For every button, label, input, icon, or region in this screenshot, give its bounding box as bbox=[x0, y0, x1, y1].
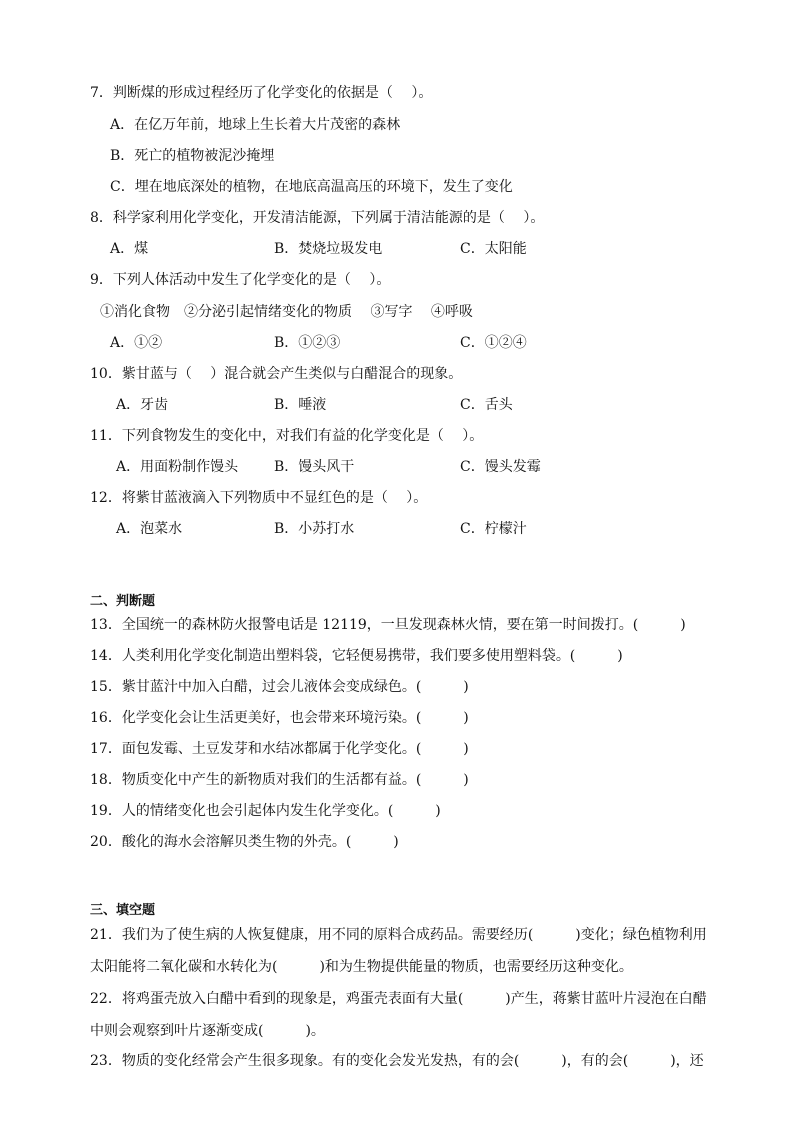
question-7-option-c: C．埋在地底深处的植物，在地底高温高压的环境下，发生了变化 bbox=[110, 179, 513, 195]
question-11-option-b: B．馒头风干 bbox=[274, 459, 355, 475]
question-12-option-b: B．小苏打水 bbox=[274, 521, 355, 537]
section-3-title: 三、填空题 bbox=[90, 903, 156, 918]
question-10-stem: 10．紫甘蓝与（ ）混合就会产生类似与白醋混合的现象。 bbox=[90, 366, 463, 382]
question-12-option-a: A．泡菜水 bbox=[116, 521, 183, 537]
judgement-18: 18．物质变化中产生的新物质对我们的生活都有益。( ) bbox=[90, 772, 469, 788]
question-11-option-a: A．用面粉制作馒头 bbox=[116, 459, 239, 475]
question-12-stem: 12．将紫甘蓝液滴入下列物质中不显红色的是（ ）。 bbox=[90, 490, 428, 506]
section-2-title: 二、判断题 bbox=[90, 594, 156, 609]
question-9-option-c: C．①②④ bbox=[460, 335, 527, 351]
question-11-option-c: C．馒头发霉 bbox=[460, 459, 541, 475]
judgement-19: 19．人的情绪变化也会引起体内发生化学变化。( ) bbox=[90, 803, 441, 819]
judgement-17: 17．面包发霉、土豆发芽和水结冰都属于化学变化。( ) bbox=[90, 741, 469, 757]
question-7-option-a: A．在亿万年前，地球上生长着大片茂密的森林 bbox=[110, 117, 401, 133]
judgement-14: 14．人类利用化学变化制造出塑料袋，它轻便易携带，我们要多使用塑料袋。( ) bbox=[90, 648, 623, 664]
question-10-option-a: A．牙齿 bbox=[116, 397, 169, 413]
fill-21-line-2: 太阳能将二氧化碳和水转化为( )和为生物提供能量的物质，也需要经历这种变化。 bbox=[90, 959, 633, 975]
question-10-option-b: B．唾液 bbox=[274, 397, 327, 413]
judgement-13: 13．全国统一的森林防火报警电话是 12119，一旦发现森林火情，要在第一时间拨打。( ) bbox=[90, 617, 686, 633]
question-12-option-c: C．柠檬汁 bbox=[460, 521, 527, 537]
judgement-16: 16．化学变化会让生活更美好，也会带来环境污染。( ) bbox=[90, 710, 469, 726]
fill-22-line-1: 22．将鸡蛋壳放入白醋中看到的现象是，鸡蛋壳表面有大量( )产生，蒋紫甘蓝叶片浸泡在白醋 bbox=[90, 991, 707, 1007]
judgement-15: 15．紫甘蓝汁中加入白醋，过会儿液体会变成绿色。( ) bbox=[90, 679, 469, 695]
question-8-stem: 8．科学家利用化学变化，开发清洁能源，下列属于清洁能源的是（ ）。 bbox=[90, 210, 545, 226]
question-10-option-c: C．舌头 bbox=[460, 397, 513, 413]
fill-22-line-2: 中则会观察到叶片逐渐变成( )。 bbox=[90, 1023, 325, 1039]
fill-23-line-1: 23．物质的变化经常会产生很多现象。有的变化会发光发热，有的会( )，有的会( )，还 bbox=[90, 1053, 704, 1069]
question-9-stem: 9．下列人体活动中发生了化学变化的是（ ）。 bbox=[90, 272, 391, 288]
question-9-items: ①消化食物 ②分泌引起情绪变化的物质 ③写字 ④呼吸 bbox=[100, 304, 473, 320]
question-8-option-b: B．焚烧垃圾发电 bbox=[274, 241, 383, 257]
question-8-option-c: C．太阳能 bbox=[460, 241, 527, 257]
question-9-option-b: B．①②③ bbox=[274, 335, 341, 351]
question-11-stem: 11．下列食物发生的变化中，对我们有益的化学变化是（ ）。 bbox=[90, 428, 484, 444]
question-7-stem: 7．判断煤的形成过程经历了化学变化的依据是（ ）。 bbox=[90, 85, 433, 101]
question-7-option-b: B．死亡的植物被泥沙掩埋 bbox=[110, 148, 275, 164]
question-8-option-a: A．煤 bbox=[110, 241, 149, 257]
question-9-option-a: A．①② bbox=[110, 335, 163, 351]
judgement-20: 20．酸化的海水会溶解贝类生物的外壳。( ) bbox=[90, 834, 399, 850]
fill-21-line-1: 21．我们为了使生病的人恢复健康，用不同的原料合成药品。需要经历( )变化；绿色植物利用 bbox=[90, 927, 707, 943]
